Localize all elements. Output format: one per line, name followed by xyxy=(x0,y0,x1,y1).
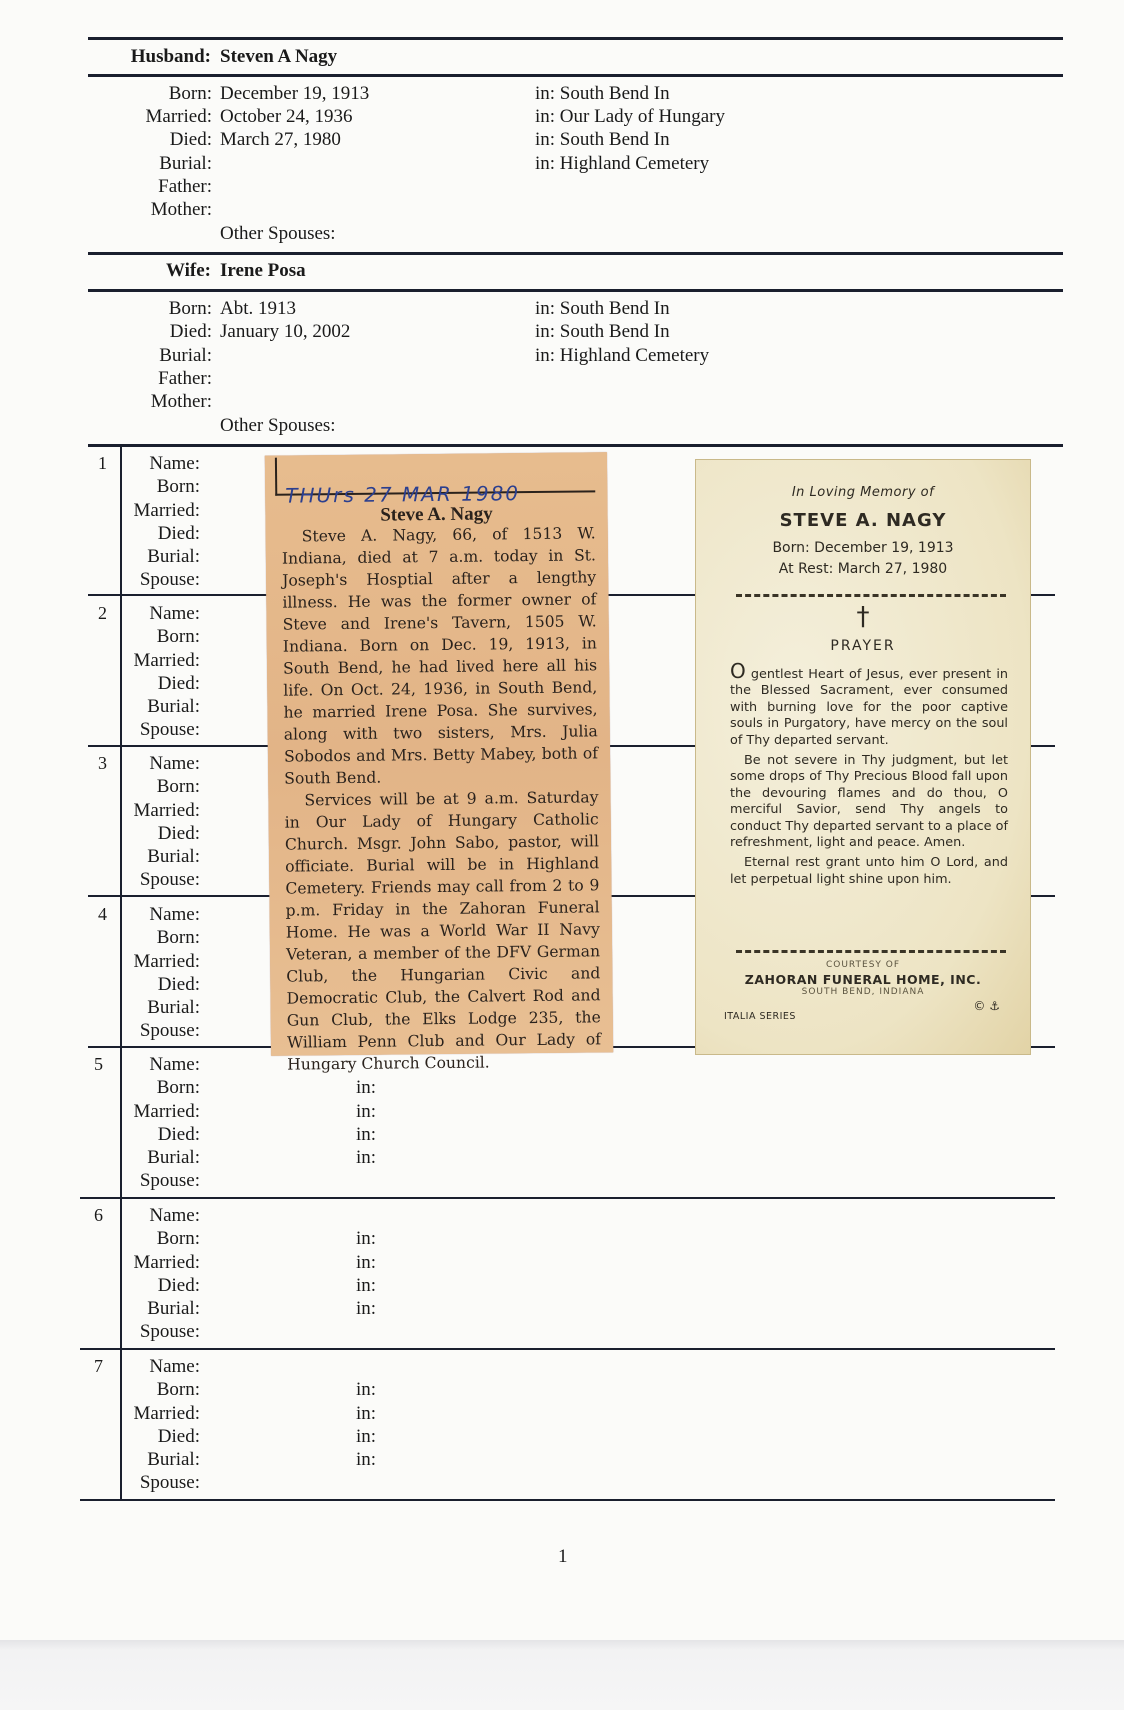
husband-married-label: Married: xyxy=(145,106,212,127)
child-in-label: in: xyxy=(356,1228,377,1250)
memorial-card xyxy=(695,459,1031,1055)
clipping-handwritten-date: THUrs 27 MAR 1980 xyxy=(285,481,521,508)
child-separator-rule xyxy=(80,1499,1055,1501)
card-courtesy: COURTESY OF xyxy=(825,960,901,970)
wife-born-label: Born: xyxy=(168,298,212,319)
clipping-paragraph: Steve A. Nagy, 66, of 1513 W. Indiana, died at 7 a.m. today in St. Joseph's Hosptial after a lengthy illness. He was the former owner of Steve and Irene's Tavern, 1505 W. Indiana. Born on Dec. 19, 1913, in South Bend, he had lived here all his life. On Oct. 24, 1936, in South Bend, he married Irene Posa. She survives, along with two sisters, Mrs. Julia Sobodos and Mrs. Betty Mabey, both of South Bend. xyxy=(281,524,599,788)
card-divider xyxy=(736,950,1006,953)
child-in-label: in: xyxy=(356,1100,377,1122)
wife-born-value: Abt. 1913 xyxy=(220,298,296,319)
child-field-label: Spouse: xyxy=(139,719,200,741)
child-in-label: in: xyxy=(356,1274,377,1296)
child-separator-rule xyxy=(80,1197,1055,1199)
children-top-rule xyxy=(88,444,1063,447)
child-field-label: Name: xyxy=(149,603,200,624)
child-field-label: Born: xyxy=(156,1228,200,1250)
child-number: 3 xyxy=(98,753,107,773)
husband-header-rule xyxy=(88,74,1063,77)
child-field-label: Spouse: xyxy=(139,869,200,891)
child-field-label: Born: xyxy=(156,776,200,798)
child-field-label: Spouse: xyxy=(139,1472,200,1494)
child-field-label: Born: xyxy=(156,1379,200,1401)
child-field-label: Name: xyxy=(149,1205,200,1226)
child-field-label: Burial: xyxy=(147,696,200,718)
husband-header xyxy=(131,45,211,68)
child-field-label: Name: xyxy=(149,1054,200,1075)
child-field-label: Married: xyxy=(133,649,200,671)
child-labels xyxy=(134,1355,200,1495)
child-in-labels xyxy=(356,1378,376,1471)
child-number: 1 xyxy=(98,453,107,473)
child-labels xyxy=(134,752,200,892)
wife-header-rule xyxy=(88,289,1063,292)
child-number: 7 xyxy=(94,1356,103,1376)
child-in-labels xyxy=(356,1227,376,1320)
child-in-label: in: xyxy=(356,1147,377,1169)
child-in-label: in: xyxy=(356,1123,377,1145)
wife-died-value: January 10, 2002 xyxy=(220,321,351,342)
child-field-label: Died: xyxy=(157,1425,200,1447)
child-labels xyxy=(134,602,200,742)
husband-died-value: March 27, 1980 xyxy=(220,129,341,150)
obituary-clipping xyxy=(265,452,613,1074)
child-field-label: Burial: xyxy=(147,846,200,868)
card-divider xyxy=(736,594,1006,597)
husband-burial-label: Burial: xyxy=(159,153,212,174)
child-field-label: Burial: xyxy=(147,1449,200,1471)
child-field-label: Name: xyxy=(149,453,200,474)
husband-died-place: in: South Bend In xyxy=(535,129,670,150)
child-field-label: Born: xyxy=(156,476,200,498)
child-in-label: in: xyxy=(356,1077,377,1099)
wife-born-place: in: South Bend In xyxy=(535,298,670,319)
husband-born-place: in: South Bend In xyxy=(535,83,670,104)
husband-name: Steven A Nagy xyxy=(220,46,338,67)
wife-header-label: Wife: xyxy=(165,260,211,281)
card-prayer-p2: Be not severe in Thy judgment, but let some drops of Thy Precious Blood fall upon the devouring flames and do thou, O merciful Savior, send Thy angels to conduct Thy departed servant to a place of refreshment, light and peace. Amen. xyxy=(730,753,1008,851)
child-separator-rule xyxy=(80,1348,1055,1350)
wife-top-rule xyxy=(88,252,1063,255)
child-in-label: in: xyxy=(356,1251,377,1273)
child-labels xyxy=(134,1053,200,1193)
child-field-label: Spouse: xyxy=(139,569,200,591)
clipping-body xyxy=(282,522,602,1075)
child-field-label: Burial: xyxy=(147,1298,200,1320)
clipping-title: Steve A. Nagy xyxy=(380,503,493,526)
clipping-corner-mark xyxy=(275,458,277,496)
child-in-label: in: xyxy=(356,1402,377,1424)
card-rest: At Rest: March 27, 1980 xyxy=(778,561,948,577)
husband-died-label: Died: xyxy=(169,129,212,150)
child-field-label: Married: xyxy=(133,1251,200,1273)
child-field-label: Name: xyxy=(149,753,200,774)
husband-born-label: Born: xyxy=(168,83,212,104)
card-city: SOUTH BEND, INDIANA xyxy=(801,987,925,997)
child-field-label: Died: xyxy=(157,672,200,694)
child-number: 6 xyxy=(94,1205,103,1225)
card-name: STEVE A. NAGY xyxy=(779,510,947,531)
child-in-labels xyxy=(356,1076,376,1169)
child-field-label: Died: xyxy=(157,973,200,995)
child-labels xyxy=(134,452,200,592)
wife-died-label: Died: xyxy=(169,321,212,342)
husband-header-label: Husband: xyxy=(130,46,211,67)
card-prayer-initial: O xyxy=(730,659,746,683)
child-field-label: Married: xyxy=(133,1100,200,1122)
child-field-label: Married: xyxy=(133,1402,200,1424)
child-number: 2 xyxy=(98,603,107,623)
card-intro: In Loving Memory of xyxy=(791,485,935,500)
scan-bottom-band xyxy=(0,1640,1124,1710)
child-labels xyxy=(134,1204,200,1344)
child-field-label: Burial: xyxy=(147,1147,200,1169)
child-field-label: Died: xyxy=(157,822,200,844)
husband-married-value: October 24, 1936 xyxy=(220,106,353,127)
wife-other-spouses: Other Spouses: xyxy=(220,415,336,436)
child-field-label: Spouse: xyxy=(139,1321,200,1343)
child-number: 4 xyxy=(98,904,107,924)
child-field-label: Married: xyxy=(133,799,200,821)
child-field-label: Name: xyxy=(149,904,200,925)
child-field-label: Born: xyxy=(156,927,200,949)
child-labels xyxy=(134,903,200,1043)
card-prayer-title: PRAYER xyxy=(830,638,896,654)
child-in-label: in: xyxy=(356,1425,377,1447)
wife-mother-label: Mother: xyxy=(150,391,212,412)
husband-born-value: December 19, 1913 xyxy=(220,83,370,104)
child-field-label: Burial: xyxy=(147,546,200,568)
wife-father-label: Father: xyxy=(158,368,212,389)
child-number: 5 xyxy=(94,1054,103,1074)
card-printer-mark: © ⚓ xyxy=(973,999,1000,1013)
child-field-label: Died: xyxy=(157,1123,200,1145)
wife-name: Irene Posa xyxy=(220,260,306,281)
clipping-paragraph: Services will be at 9 a.m. Saturday in Our Lady of Hungary Catholic Church. Msgr. John Sabo, pastor, will officiate. Burial will be in Highland Cemetery. Friends may call from 2 to 9 p.m. Friday in the Zahoran Funeral Home. He was a World War II Navy Veteran, a member of the DFV German Club, the Hungarian Civic and Democratic Club, the Calvert Rod and Gun Club, the Elks Lodge 235, the William Penn Club and Our Lady of Hungary Church Council. xyxy=(284,788,602,1074)
husband-married-place: in: Our Lady of Hungary xyxy=(535,106,725,127)
husband-burial-place: in: Highland Cemetery xyxy=(535,153,710,174)
child-field-label: Born: xyxy=(156,626,200,648)
child-field-label: Born: xyxy=(156,1077,200,1099)
page-number: 1 xyxy=(558,1546,568,1567)
wife-died-place: in: South Bend In xyxy=(535,321,670,342)
child-field-label: Name: xyxy=(149,1356,200,1377)
children-left-rule xyxy=(120,444,122,1499)
child-field-label: Burial: xyxy=(147,997,200,1019)
child-field-label: Married: xyxy=(133,499,200,521)
wife-burial-label: Burial: xyxy=(159,345,212,366)
card-born: Born: December 19, 1913 xyxy=(772,540,954,556)
child-field-label: Died: xyxy=(157,522,200,544)
cross-icon: † xyxy=(856,602,870,632)
husband-other-spouses: Other Spouses: xyxy=(220,223,336,244)
wife-burial-place: in: Highland Cemetery xyxy=(535,345,710,366)
child-field-label: Died: xyxy=(157,1274,200,1296)
card-prayer xyxy=(730,659,1008,892)
husband-mother-label: Mother: xyxy=(150,199,212,220)
card-funeral-home: ZAHORAN FUNERAL HOME, INC. xyxy=(744,972,982,987)
top-rule xyxy=(88,37,1063,40)
child-field-label: Married: xyxy=(133,950,200,972)
card-prayer-p1: gentlest Heart of Jesus, ever present in the Blessed Sacrament, ever consumed with burning love for the poor captive souls in Purgatory, have mercy on the soul of Thy departed servant. xyxy=(730,667,1008,748)
child-in-label: in: xyxy=(356,1298,377,1320)
child-in-label: in: xyxy=(356,1449,377,1471)
child-in-label: in: xyxy=(356,1379,377,1401)
card-series: ITALIA SERIES xyxy=(724,1011,796,1022)
card-prayer-p3: Eternal rest grant unto him O Lord, and let perpetual light shine upon him. xyxy=(730,855,1008,887)
child-field-label: Spouse: xyxy=(139,1170,200,1192)
child-field-label: Spouse: xyxy=(139,1020,200,1042)
husband-father-label: Father: xyxy=(158,176,212,197)
